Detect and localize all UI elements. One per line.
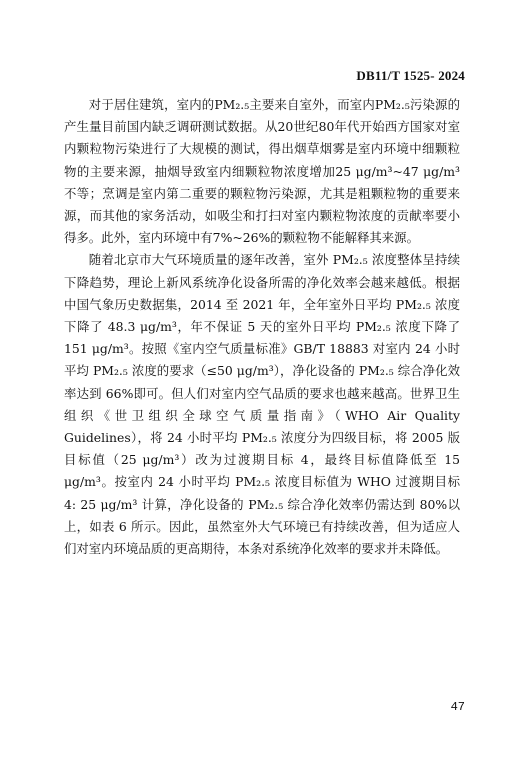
paragraph-residential-pm25: 对于居住建筑，室内的PM₂.₅主要来自室外，而室内PM₂.₅污染源的产生量目前国内缺乏调研测试数据。从20世纪80年代开始西方国家对室内颗粒物污染进行了大规模的测试，得出烟草烟雾是室内环境中细颗粒物的主要来源，抽烟导致室内细颗粒物浓度增加25 μg/m³~47 μg/m³不等；烹调是室内第二重要的颗粒物污染源，尤其是粗颗粒物的重要来源，而其他的家务活动，如吸尘和打扫对室内颗粒物浓度的贡献率要小得多。此外，室内环境中有7%~26%的颗粒物不能解释其来源。 (64, 97, 460, 246)
document-id-header: DB11/T 1525- 2024 (356, 68, 465, 83)
paragraph-beijing-air-quality: 随着北京市大气环境质量的逐年改善，室外 PM₂.₅ 浓度整体呈持续下降趋势，理论上新风系统净化设备所需的净化效率会越来越低。根据中国气象历史数据集，2014 至 2021 年，全年室外日平均 PM₂.₅ 浓度下降了 48.3 μg/m³，年不保证 5 天的室外日平均 PM₂.₅ 浓度下降了 151 μg/m³。按照《室内空气质量标准》GB/T 18883 对室内 24 小时平均 PM₂.₅ 浓度的要求（≤50 μg/m³），净化设备的 PM₂.₅ 综合净化效率达到 66%即可。但人们对室内空气品质的要求也越来越高。世界卫生组织《世卫组织全球空气质量指南》（WHO Air Quality Guidelines），将 24 小时平均 PM₂.₅ 浓度分为四级目标，将 2005 版目标值（25 μg/m³）改为过渡期目标 4，最终目标值降低至 15 μg/m³。按室内 24 小时平均 PM₂.₅ 浓度目标值为 WHO 过渡期目标 4: 25 μg/m³ 计算，净化设备的 PM₂.₅ 综合净化效率仍需达到 80%以上，如表 6 所示。因此，虽然室外大气环境已有持续改善，但为适应人们对室内环境品质的更高期待，本条对系统净化效率的要求并未降低。 (64, 252, 460, 557)
body-text (64, 94, 460, 560)
page-number: 47 (450, 700, 465, 714)
